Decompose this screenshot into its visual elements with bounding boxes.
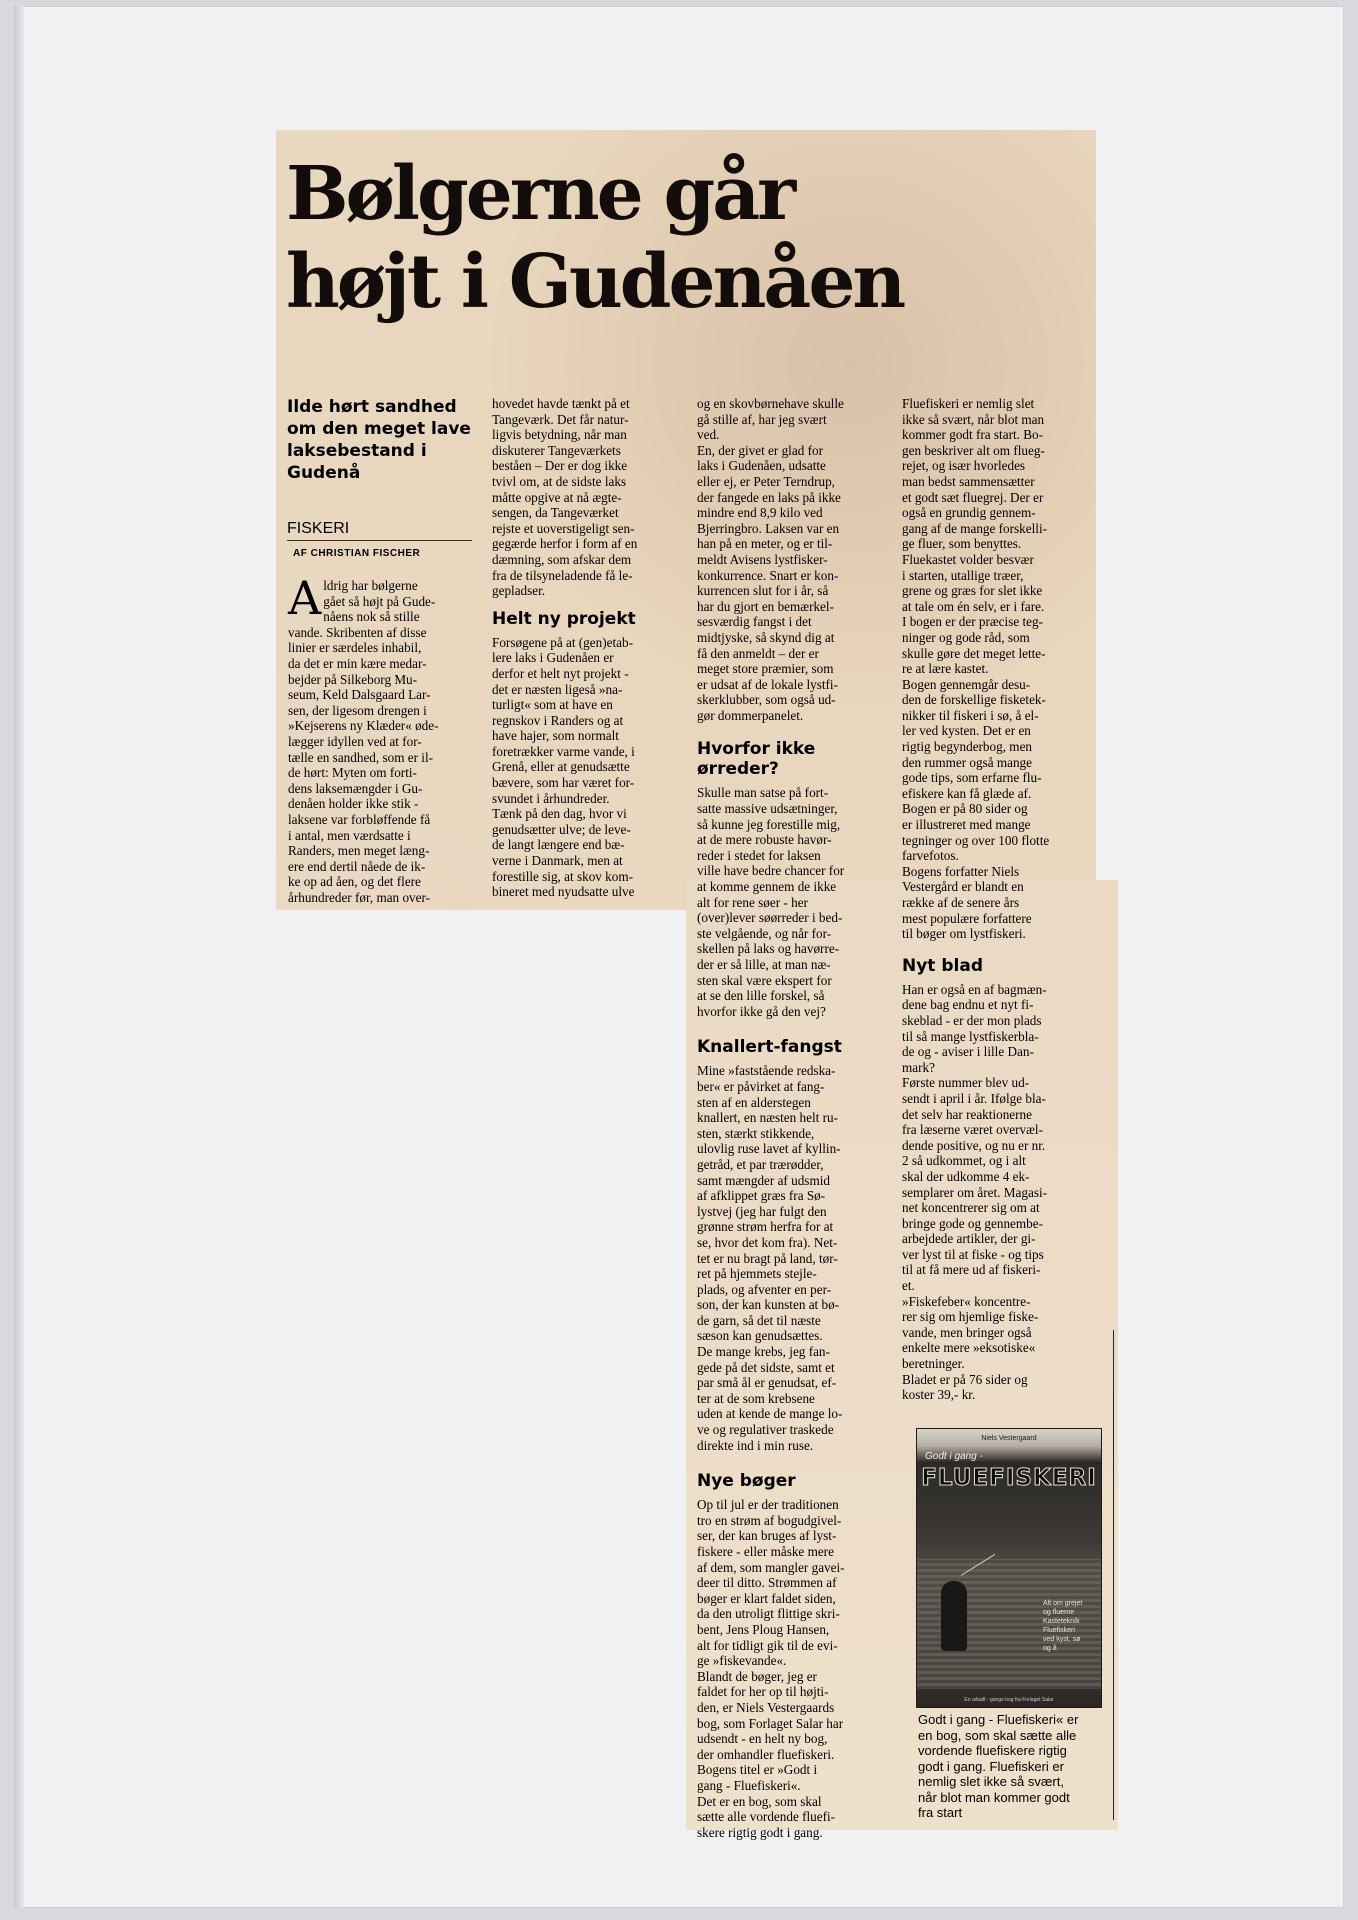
sheet-binding-edge bbox=[14, 6, 24, 1908]
column-1 bbox=[288, 571, 473, 905]
photo-caption: Godt i gang - Fluefiskeri« er en bog, som skal sætte alle vordende fluefiskere rigtig godt i gang. Fluefiskeri er nemlig slet ikke så svært, når blot man kommer godt fra start bbox=[918, 1712, 1079, 1820]
column-3-text-a: og en skovbørnehave skulle gå stille af, har jeg svært ved. En, der givet er glad for laks i Gudenåen, udsatte eller ej, er Peter Terndrup, der fangede en laks på ikke mindre end 8,9 kilo ved Bjerringbro. Laksen var en han på en meter, og er til- meldt Avisens lystfisker- konkurrence. Snart er kon- kurrencen slut for i år, så har du gjort en bemærkel- sesværdig fangst i det midtjyske, så skynd dig at få den anmeldt – der er meget store præmier, som er udsat af de lokale lystfi- skerklubber, som også ud- gør dommerpanelet. bbox=[697, 396, 844, 723]
column-2 bbox=[492, 396, 682, 900]
book-subtitle: Godt i gang - bbox=[925, 1451, 983, 1462]
headline-line-1: Bølgerne går bbox=[286, 151, 794, 237]
section-label: FISKERI bbox=[287, 520, 472, 541]
column-1-text: ldrig har bølgerne gået så højt på Gude- nåens nok så stille vande. Skribenten af disse linier er særdeles inhabil, da det er min kære medar- bejder på Silkeborg Mu- seum, Keld Dalsgaard Lar- sen, der ligesom drengen i »Kejserens ny Klæder« øde- lægger idyllen ved at for- tælle en sandhed, som er il- de hørt: Myten om forti- dens laksemængder i Gu- denåen holder ikke stik - laksene var forbløffende få i antal, men værdsatte i Randers, men meget læng- ere end dertil nåede de ik- ke op ad åen, og det flere århundreder før, man over- bbox=[288, 578, 439, 905]
book-footer: En udsaft - gange bog fra Forlaget Salar bbox=[964, 1697, 1054, 1703]
column-2-text-a: hovedet havde tænkt på et Tangeværk. Det får natur- ligvis betydning, når man diskuterer Tangeværkets beståen – Der er dog ikke tvivl om, at de sidste laks måtte opgive at nå ægte- sengen, da Tangeværket rejste et uoverstigeligt sen- gegærde herfor i form af en dæmning, som afskar dem fra de tilsyneladende få le- gepladser. bbox=[492, 396, 638, 599]
book-blurb: Alt om grejet og fluerne Kastetekník Fluefiskeri ved kyst, sø og å bbox=[1043, 1600, 1083, 1652]
column-4-text-b: Han er også en af bagmæn- dene bag endnu et nyt fi- skeblad - er der mon plads til så mange lystfiskerbla- de og - aviser i lille Dan- mark? Første nummer blev ud- sendt i april i år. Ifølge bla- det selv har reaktionerne fra læserne været overvæl- dende positive, og nu er nr. 2 så udkommet, og i alt skal der udkomme 4 ek- semplarer om året. Magasi- net koncentrerer sig om at bringe gode og gennembe- arbejdede artikler, der gi- ver lyst til at fiske - og tips til at få mere ud af fiskeri- et. »Fiskefeber« koncentre- rer sig om hjemlige fiske- vande, men bringer også enkelte mere »eksotiske« beretninger. Bladet er på 76 sider og koster 39,- kr. bbox=[902, 981, 1048, 1403]
column-3-text-c: Mine »faststående redska- ber« er påvirket at fang- sten af en alderstegen knallert, en næsten helt ru- sten, stærkt stikkende, ulovlig ruse lavet af kyllin- getråd, et par trærødder, samt mængder af udsmid af afklippet græs fra Sø- lystvej (jeg har fulgt den grønne strøm herfra for at se, hvor det kom fra). Net- tet er nu bragt på land, tør- ret på hjemmets stejle- plads, og afventer en per- son, der kan kunsten at bø- de garn, så det til næste sæson kan genudsættes. De mange krebs, jeg fan- gede på det sidste, samt et par små ål er genudsat, ef- ter at de som krebsene uden at kende de mange lo- ve og regulativer traskede direkte ind i min ruse. bbox=[697, 1063, 843, 1453]
column-rule bbox=[1113, 1330, 1114, 1820]
subhead-helt-ny-projekt: Helt ny projekt bbox=[492, 608, 636, 629]
angler-figure bbox=[941, 1581, 967, 1651]
drop-cap: A bbox=[288, 571, 322, 625]
subhead-hvorfor-ikke-orreder: Hvorfor ikke ørreder? bbox=[697, 739, 816, 780]
subhead-knallert-fangst: Knallert-fangst bbox=[697, 1037, 842, 1058]
byline: AF CHRISTIAN FISCHER bbox=[293, 548, 421, 559]
book-author: Niels Vestergaard bbox=[981, 1435, 1037, 1442]
book-title: FLUEFISKERI bbox=[921, 1465, 1097, 1491]
subhead-nye-boger: Nye bøger bbox=[697, 1471, 796, 1492]
column-3-text-b: Skulle man satse på fort- satte massive udsætninger, så kunne jeg forestille mig, at de mere robuste havør- reder i stedet for laksen ville have bedre chancer for at komme gennem de ikke alt for rene søer - her (over)lever søørreder i bed- ste velgående, og når for- skellen på laks og havørre- der er så lille, at man næ- sten skal være ekspert for at se den lille forskel, så hvorfor ikke gå den vej? bbox=[697, 785, 845, 1019]
column-4 bbox=[902, 396, 1100, 1403]
headline-line-2: højt i Gudenåen bbox=[286, 239, 904, 325]
headline bbox=[286, 150, 906, 326]
column-3 bbox=[697, 396, 893, 1840]
deck: Ilde hørt sandhed om den meget lave laksebestand i Gudenå bbox=[287, 397, 471, 483]
book-cover-image bbox=[916, 1428, 1102, 1708]
subhead-nyt-blad: Nyt blad bbox=[902, 955, 983, 976]
column-2-text-b: Forsøgene på at (gen)etab- lere laks i Gudenåen er derfor et helt nyt projekt - det er næsten ligeså »na- turligt« som at have en regnskov i Randers og at have hajer, som normalt foretrækker varme vande, i Grenå, eller at genudsætte bævere, som har været for- svundet i århundreder. Tænk på den dag, hvor vi genudsætter ulve; de leve- de langt længere end bæ- verne i Danmark, men at forestille sig, at skov kom- bineret med nyudsatte ulve bbox=[492, 634, 635, 900]
column-3-text-d: Op til jul er der traditionen tro en strøm af bogudgivel- ser, der kan bruges af lyst- fiskere - eller måske mere af dem, som mangler gavei- deer til ditto. Strømmen af bøger er klart faldet siden, da den utroligt flittige skri- bent, Jens Ploug Hansen, alt for tidligt gik til de evi- ge »fiskevande«. Blandt de bøger, jeg er faldet for her op til højti- den, er Niels Vestergaards bog, som Forlaget Salar har udsendt - en helt ny bog, der omhandler fluefiskeri. Bogens titel er »Godt i gang - Fluefiskeri«. Det er en bog, som skal sætte alle vordende fluefi- skere rigtig godt i gang. bbox=[697, 1497, 845, 1840]
column-4-text-a: Fluefiskeri er nemlig slet ikke så svært, når blot man kommer godt fra start. Bo- gen beskriver alt om flueg- rejet, og især hvorledes man bedst sammensætter et godt sæt fluegrej. Der er også en grundig gennem- gang af de mange forskelli- ge fluer, som benyttes. Fluekastet volder besvær i starten, utallige træer, grene og græs for slet ikke at tale om én selv, er i fare. I bogen er der præcise teg- ninger og gode råd, som skulle gøre det meget lette- re at lære kastet. Bogen gennemgår desu- den de forskellige fisketek- nikker til fiskeri i sø, å el- ler ved kysten. Det er en rigtig begynderbog, men den rummer også mange gode tips, som erfarne flu- efiskere kan få glæde af. Bogen er på 80 sider og er illustreret med mange tegninger og over 100 flotte farvefotos. Bogens forfatter Niels Vestergård er blandt en række af de senere års mest populære forfattere til bøger om lystfiskeri. bbox=[902, 396, 1050, 942]
